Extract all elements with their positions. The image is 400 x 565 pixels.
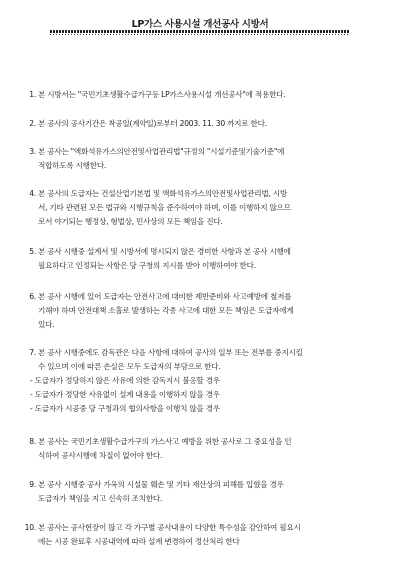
spec-item-5 — [22, 245, 384, 273]
spec-item-6 — [22, 290, 384, 332]
item-number: 7. — [29, 348, 36, 357]
item-number: 3. — [29, 147, 36, 156]
item-text-line: 수 있으며 이에 따른 손실은 모두 도급자의 부담으로 한다. — [38, 362, 221, 371]
item-number: 4. — [29, 189, 36, 198]
item-number: 1. — [29, 90, 36, 99]
spec-item-8 — [22, 435, 384, 463]
item-text-line: 서, 기타 관련된 모든 법규와 시행규칙을 준수하여야 하며, 이를 이행하지 않으므 — [38, 203, 291, 212]
item-sub-bullet: - 도급자가 정당하지 않은 사유에 의한 감독지시 불응할 경우 — [30, 376, 220, 385]
item-number: 5. — [29, 247, 36, 256]
spec-item-3 — [22, 145, 384, 173]
item-text-line: 본 시방서는 "국민기초생활수급가구등 LP가스사용시설 개선공사"에 적용한다. — [38, 90, 286, 99]
item-number: 6. — [29, 292, 36, 301]
item-text-line: 기해야 하며 안전대책 소홀로 발생하는 각종 사고에 대한 모든 책임은 도급자에게 — [38, 306, 294, 315]
spec-item-1 — [22, 88, 384, 102]
item-text-line: 본 공사의 도급자는 건설산업기본법 및 액화석유가스의안전및사업관리법, 시방 — [38, 189, 287, 198]
item-sub-bullet: - 도급자가 정당한 사유없이 설계 내용을 이행하지 않을 경우 — [30, 390, 220, 399]
spec-item-9 — [22, 478, 384, 506]
spec-item-4 — [22, 187, 384, 229]
item-text-line: 필요하다고 인정되는 사항은 당 구청의 지시를 받아 이행하여야 한다. — [38, 261, 256, 270]
item-text-line: 본 공사는 공사현장이 많고 각 가구별 공사내용이 다양한 특수성을 감안하여 필요시 — [38, 523, 301, 532]
item-text-line: 에는 시공 완료후 시공내역에 따라 설계 변경하여 정산처리 한다 — [38, 537, 240, 546]
document-title: LP가스 사용시설 개선공사 시방서 — [131, 19, 269, 30]
title-underline-secondary — [50, 34, 350, 35]
item-text-line: 본 공사 시행에 있어 도급자는 안전사고에 대비한 제반준비와 사고예방에 철저를 — [38, 292, 292, 301]
item-text-line: 본 공사 시행중에도 감독관은 다음 사항에 대하여 공사의 일부 또는 전부를 중지시킬 — [38, 348, 303, 357]
spec-item-10 — [22, 521, 384, 549]
item-number: 10. — [24, 523, 36, 532]
spec-item-2 — [22, 117, 384, 131]
spec-item-7 — [22, 346, 384, 416]
item-text-line: 있다. — [38, 320, 55, 329]
item-text-line: 본 공사는 "액화석유가스의안전및사업관리법"규정의 "시설기준및기술기준"에 — [38, 147, 285, 156]
item-text-line: 본 공사 시행중 공사 가옥의 시설물 훼손 및 기타 재산상의 피해를 입혔을 경우 — [38, 480, 284, 489]
item-text-line: 본 공사의 공사기간은 착공일(계약일)로부터 2003. 11. 30 까지로 한다. — [38, 119, 267, 128]
item-number: 2. — [29, 119, 36, 128]
item-text-line: 식하여 공사시행에 차질이 없어야 한다. — [38, 451, 163, 460]
title-underline — [50, 30, 350, 33]
item-text-line: 도급자가 책임을 지고 신속히 조치한다. — [38, 494, 163, 503]
item-text-line: 로서 야기되는 행정상, 형법상, 민사상의 모든 책임을 진다. — [38, 217, 223, 226]
item-text-line: 본 공사는 국민기초생활수급가구의 가스사고 예방을 위한 공사로 그 중요성을 인 — [38, 437, 292, 446]
item-sub-bullet: - 도급자가 시공중 당 구청과의 협의사항을 이행치 않을 경우 — [30, 404, 220, 413]
item-number: 8. — [29, 437, 36, 446]
item-number: 9. — [29, 480, 36, 489]
item-text-line: 적합하도록 시행한다. — [38, 161, 107, 170]
item-text-line: 본 공사 시행중 설계서 및 시방서에 명시되지 않은 경미한 사항과 본 공사 시행에 — [38, 247, 291, 256]
